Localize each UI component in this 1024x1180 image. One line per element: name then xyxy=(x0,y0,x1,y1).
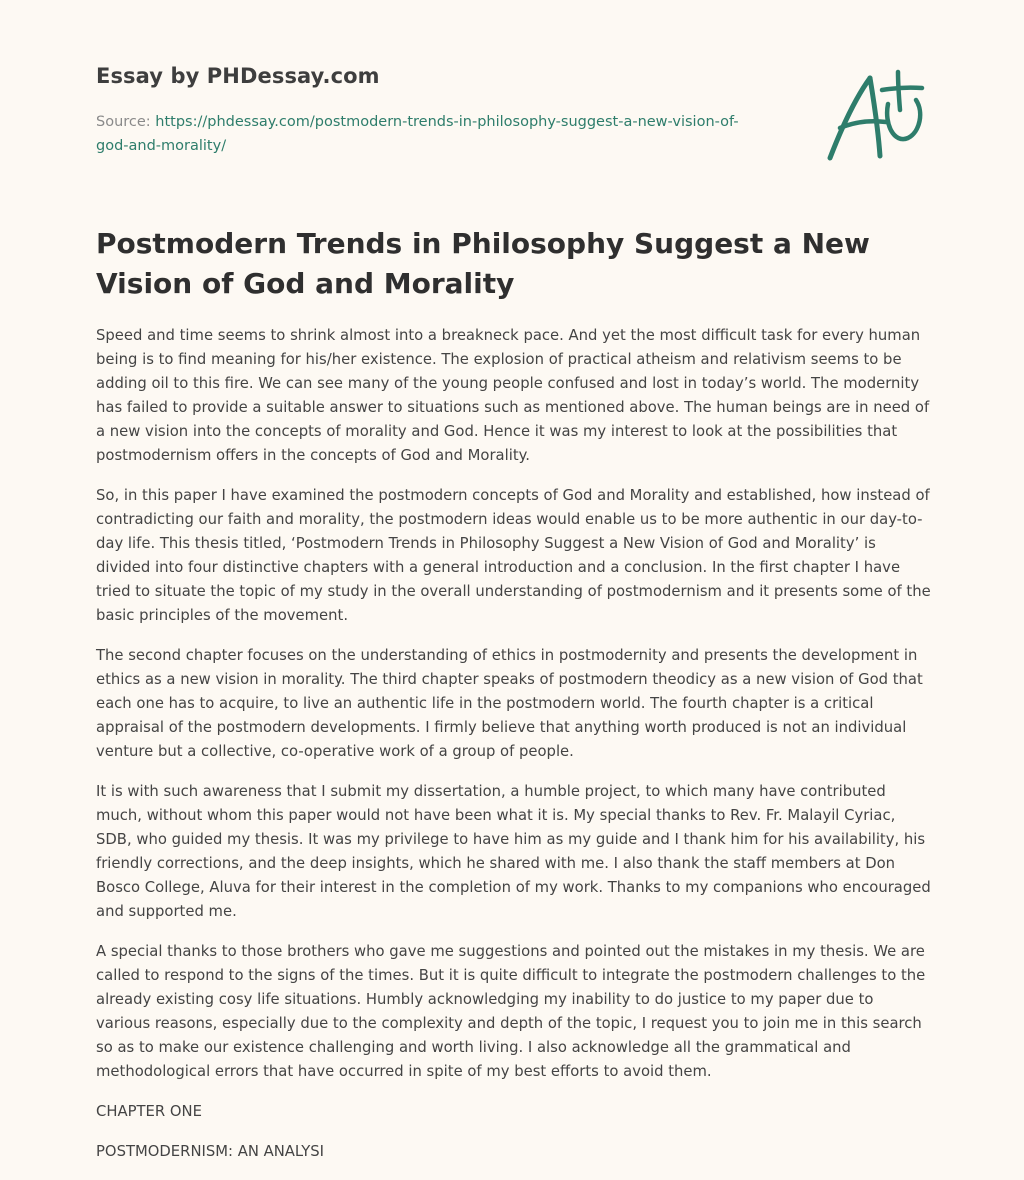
chapter-subheading: POSTMODERNISM: AN ANALYSI xyxy=(96,1143,325,1160)
a-plus-logo-icon xyxy=(824,66,928,166)
source-line xyxy=(96,110,756,158)
source-link[interactable]: https://phdessay.com/postmodern-trends-in-philosophy-suggest-a-new-vision-of-god-and-morality/ xyxy=(96,114,739,154)
essay-paragraph: A special thanks to those brothers who gave me suggestions and pointed out the mistakes in my thesis. We are called to respond to the signs of the times. But it is quite difficult to integrate the postmodern challenges to the already existing cosy life situations. Humbly acknowledging my inability to do justice to my paper due to various reasons, especially due to the complexity and depth of the topic, I request you to join me in this search so as to make our existence challenging and worth living. I also acknowledge all the grammatical and methodological errors that have occurred in spite of my best efforts to avoid them. xyxy=(96,943,926,1080)
essay-paragraph: Speed and time seems to shrink almost into a breakneck pace. And yet the most difficult task for every human being is to find meaning for his/her existence. The explosion of practical atheism and relativism seems to be adding oil to this fire. We can see many of the young people confused and lost in today’s world. The modernity has failed to provide a suitable answer to situations such as mentioned above. The human beings are in need of a new vision into the concepts of morality and God. Hence it was my interest to look at the possibilities that postmodernism offers in the concepts of God and Morality. xyxy=(96,327,930,464)
source-label: Source: xyxy=(96,114,156,130)
chapter-heading: CHAPTER ONE xyxy=(96,1103,202,1120)
essay-paragraph: It is with such awareness that I submit my dissertation, a humble project, to which many have contributed much, without whom this paper would not have been what it is. My special thanks to Rev. Fr. Malayil Cyriac, SDB, who guided my thesis. It was my privilege to have him as my guide and I thank him for his availability, his friendly corrections, and the deep insights, which he shared with me. I also thank the staff members at Don Bosco College, Aluva for their interest in the completion of my work. Thanks to my companions who encouraged and supported me. xyxy=(96,783,931,920)
essay-paragraph: So, in this paper I have examined the postmodern concepts of God and Morality and established, how instead of contradicting our faith and morality, the postmodern ideas would enable us to be more authentic in our day-to-day life. This thesis titled, ‘Postmodern Trends in Philosophy Suggest a New Vision of God and Morality’ is divided into four distinctive chapters with a general introduction and a conclusion. In the first chapter I have tried to situate the topic of my study in the overall understanding of postmodernism and it presents some of the basic principles of the movement. xyxy=(96,487,931,624)
essay-title: Postmodern Trends in Philosophy Suggest a New Vision of God and Morality xyxy=(96,227,870,300)
essay-body xyxy=(96,324,932,1180)
site-title: Essay by PHDessay.com xyxy=(96,64,380,88)
essay-paragraph: The second chapter focuses on the understanding of ethics in postmodernity and presents the development in ethics as a new vision in morality. The third chapter speaks of postmodern theodicy as a new vision of God that each one has to acquire, to live an authentic life in the postmodern world. The fourth chapter is a critical appraisal of the postmodern developments. I firmly believe that anything worth produced is not an individual venture but a collective, co-operative work of a group of people. xyxy=(96,647,923,760)
